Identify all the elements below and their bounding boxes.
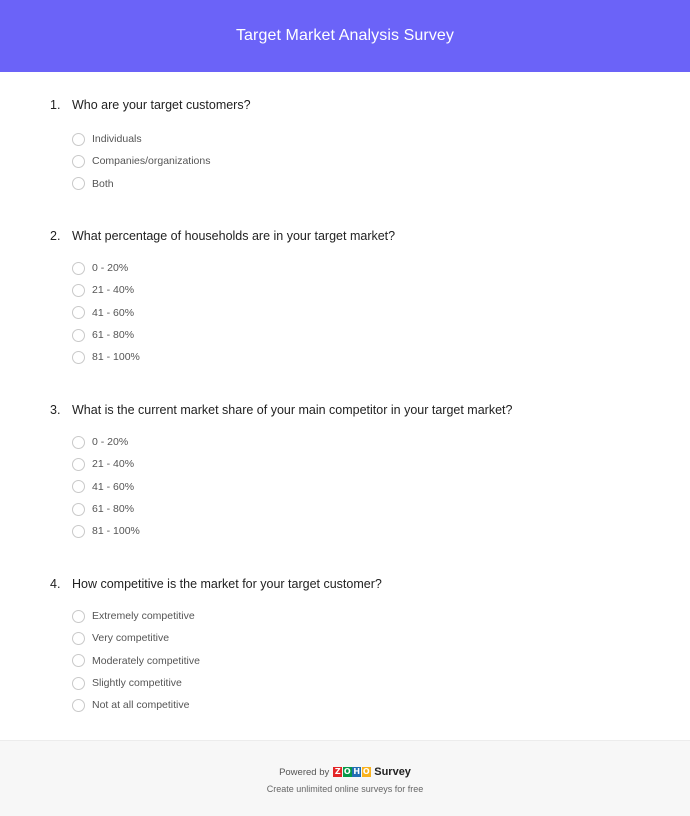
option-extremely-competitive[interactable]: Extremely competitive [72, 605, 200, 627]
question-1-heading [50, 97, 251, 113]
footer-tagline[interactable]: Create unlimited online surveys for free [266, 784, 424, 794]
option-both[interactable]: Both [72, 173, 210, 195]
option-21-40[interactable]: 21 - 40% [72, 453, 140, 475]
option-individuals[interactable]: Individuals [72, 128, 210, 150]
option-list [72, 431, 140, 542]
option-list [72, 257, 140, 368]
question-text: What is the current market share of your main competitor in your target market? [72, 403, 513, 417]
option-moderately-competitive[interactable]: Moderately competitive [72, 650, 200, 672]
radio-button[interactable] [72, 632, 85, 645]
powered-by-line[interactable] [279, 766, 411, 778]
radio-button[interactable] [72, 133, 85, 146]
option-21-40[interactable]: 21 - 40% [72, 279, 140, 301]
option-slightly-competitive[interactable]: Slightly competitive [72, 672, 200, 694]
option-81-100[interactable]: 81 - 100% [72, 520, 140, 542]
question-text: How competitive is the market for your target customer? [72, 577, 382, 591]
option-not-at-all-competitive[interactable]: Not at all competitive [72, 694, 200, 716]
powered-by-text: Powered by [279, 766, 330, 778]
option-41-60[interactable]: 41 - 60% [72, 476, 140, 498]
product-name: Survey [374, 766, 411, 778]
question-text: Who are your target customers? [72, 98, 251, 112]
question-number: 2. [50, 229, 61, 243]
option-companies[interactable]: Companies/organizations [72, 150, 210, 172]
survey-title: Target Market Analysis Survey [235, 27, 455, 44]
radio-button[interactable] [72, 699, 85, 712]
question-number: 1. [50, 98, 61, 112]
option-very-competitive[interactable]: Very competitive [72, 627, 200, 649]
question-number: 3. [50, 403, 61, 417]
radio-button[interactable] [72, 177, 85, 190]
radio-button[interactable] [72, 677, 85, 690]
survey-footer [0, 740, 690, 816]
radio-button[interactable] [72, 458, 85, 471]
option-list [72, 128, 210, 195]
option-list [72, 605, 200, 716]
radio-button[interactable] [72, 525, 85, 538]
option-61-80[interactable]: 61 - 80% [72, 324, 140, 346]
survey-header [0, 0, 690, 72]
option-0-20[interactable]: 0 - 20% [72, 431, 140, 453]
question-number: 4. [50, 577, 61, 591]
option-0-20[interactable]: 0 - 20% [72, 257, 140, 279]
radio-button[interactable] [72, 610, 85, 623]
radio-button[interactable] [72, 480, 85, 493]
zoho-logo-icon: Z O H O [334, 767, 370, 776]
radio-button[interactable] [72, 654, 85, 667]
radio-button[interactable] [72, 306, 85, 319]
question-4-heading [50, 576, 382, 592]
option-81-100[interactable]: 81 - 100% [72, 346, 140, 368]
radio-button[interactable] [72, 503, 85, 516]
question-2-heading [50, 228, 395, 244]
option-41-60[interactable]: 41 - 60% [72, 302, 140, 324]
question-3-heading [50, 402, 512, 418]
option-61-80[interactable]: 61 - 80% [72, 498, 140, 520]
radio-button[interactable] [72, 284, 85, 297]
radio-button[interactable] [72, 155, 85, 168]
radio-button[interactable] [72, 351, 85, 364]
radio-button[interactable] [72, 436, 85, 449]
radio-button[interactable] [72, 262, 85, 275]
radio-button[interactable] [72, 329, 85, 342]
question-text: What percentage of households are in your target market? [72, 229, 396, 243]
